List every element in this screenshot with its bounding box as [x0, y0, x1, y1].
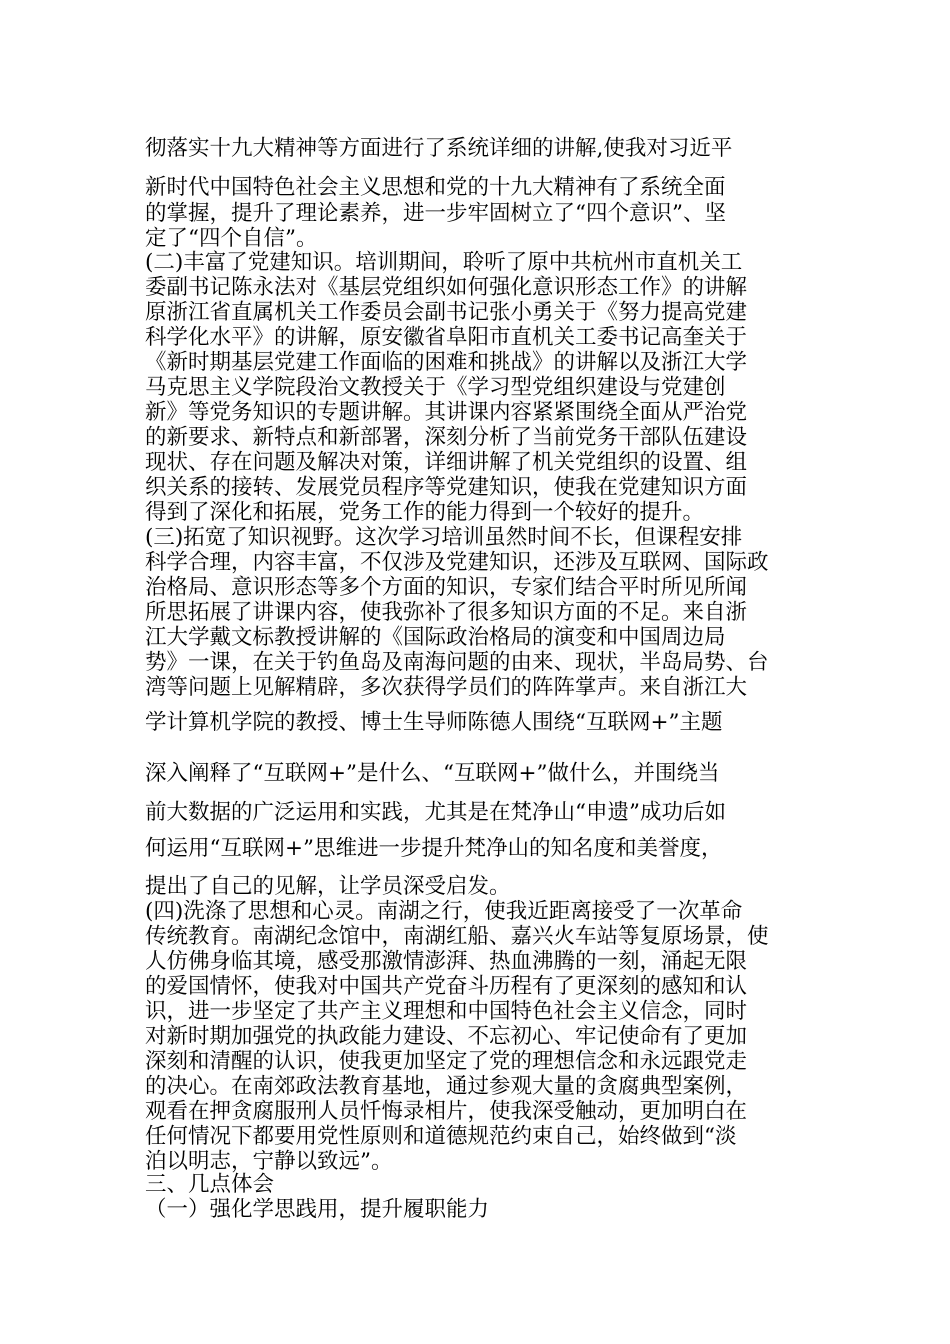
- text-line: 湾等问题上见解精辟，多次获得学员们的阵阵掌声。来自浙江大: [145, 675, 748, 700]
- text-line: 的新要求、新特点和新部署，深刻分析了当前党务干部队伍建设: [145, 425, 748, 450]
- text-line: 势》一课，在关于钓鱼岛及南海问题的由来、现状，半岛局势、台: [145, 650, 769, 675]
- text-line: 任何情况下都要用党性原则和道德规范约束自己，始终做到“淡: [145, 1124, 737, 1149]
- text-line: 的掌握，提升了理论素养，进一步牢固树立了“四个意识”、坚: [145, 201, 726, 226]
- section-heading: 三、几点体会: [145, 1172, 275, 1197]
- text-line: 人仿佛身临其境，感受那激情澎湃、热血沸腾的一刻，涌起无限: [145, 949, 748, 974]
- text-line: 识，进一步坚定了共产主义理想和中国特色社会主义信念，同时: [145, 999, 748, 1024]
- text-line: 科学合理，内容丰富，不仅涉及党建知识，还涉及互联网、国际政: [145, 550, 769, 575]
- text-line: 前大数据的广泛运用和实践，尤其是在梵净山“申遗”成功后如: [145, 800, 726, 825]
- text-line: 得到了深化和拓展，党务工作的能力得到一个较好的提升。: [145, 500, 705, 525]
- text-line: 传统教育。南湖纪念馆中，南湖红船、嘉兴火车站等复原场景，使: [145, 924, 769, 949]
- text-line: (二)丰富了党建知识。培训期间，聆听了原中共杭州市直机关工: [145, 250, 743, 275]
- text-line: 委副书记陈永法对《基层党组织如何强化意识形态工作》的讲解: [145, 275, 748, 300]
- text-line: 治格局、意识形态等多个方面的知识，专家们结合平时所见所闻: [145, 575, 748, 600]
- text-line: 新时代中国特色社会主义思想和党的十九大精神有了系统全面: [145, 175, 726, 200]
- text-line: 科学化水平》的讲解，原安徽省阜阳市直机关工委书记高奎关于: [145, 325, 748, 350]
- text-line: (四)洗涤了思想和心灵。南湖之行，使我近距离接受了一次革命: [145, 899, 743, 924]
- text-line: 江大学戴文标教授讲解的《国际政治格局的演变和中国周边局: [145, 625, 726, 650]
- text-line: 彻落实十九大精神等方面进行了系统详细的讲解,使我对习近平: [145, 136, 733, 161]
- text-line: 泊以明志，宁静以致远”。: [145, 1149, 393, 1174]
- text-line: 织关系的接转、发展党员程序等党建知识，使我在党建知识方面: [145, 475, 748, 500]
- text-line: 何运用“互联网+”思维进一步提升梵净山的知名度和美誉度，: [145, 836, 723, 861]
- text-line: 马克思主义学院段治文教授关于《学习型党组织建设与党建创: [145, 375, 726, 400]
- text-line: 对新时期加强党的执政能力建设、不忘初心、牢记使命有了更加: [145, 1024, 748, 1049]
- text-line: 所思拓展了讲课内容，使我弥补了很多知识方面的不足。来自浙: [145, 600, 748, 625]
- text-line: 《新时期基层党建工作面临的困难和挑战》的讲解以及浙江大学: [145, 350, 748, 375]
- text-line: 原浙江省直属机关工作委员会副书记张小勇关于《努力提高党建: [145, 300, 748, 325]
- text-line: 的爱国情怀，使我对中国共产党奋斗历程有了更深刻的感知和认: [145, 974, 748, 999]
- text-line: 观看在押贪腐服刑人员忏悔录相片，使我深受触动，更加明白在: [145, 1099, 748, 1124]
- text-line: 定了“四个自信”。: [145, 226, 318, 251]
- text-line: 新》等党务知识的专题讲解。其讲课内容紧紧围绕全面从严治党: [145, 400, 748, 425]
- text-line: 学计算机学院的教授、博士生导师陈德人围绕“互联网+”主题: [145, 710, 723, 735]
- text-line: 深刻和清醒的认识，使我更加坚定了党的理想信念和永远跟党走: [145, 1049, 748, 1074]
- text-line: 深入阐释了“互联网+”是什么、“互联网+”做什么，并围绕当: [145, 761, 720, 786]
- text-line: 提出了自己的见解，让学员深受启发。: [145, 874, 511, 899]
- text-line: (三)拓宽了知识视野。这次学习培训虽然时间不长，但课程安排: [145, 525, 743, 550]
- subsection-heading: （一）强化学思践用，提升履职能力: [145, 1197, 490, 1222]
- text-line: 现状、存在问题及解决对策，详细讲解了机关党组织的设置、组: [145, 450, 748, 475]
- text-line: 的决心。在南郊政法教育基地，通过参观大量的贪腐典型案例，: [145, 1074, 748, 1099]
